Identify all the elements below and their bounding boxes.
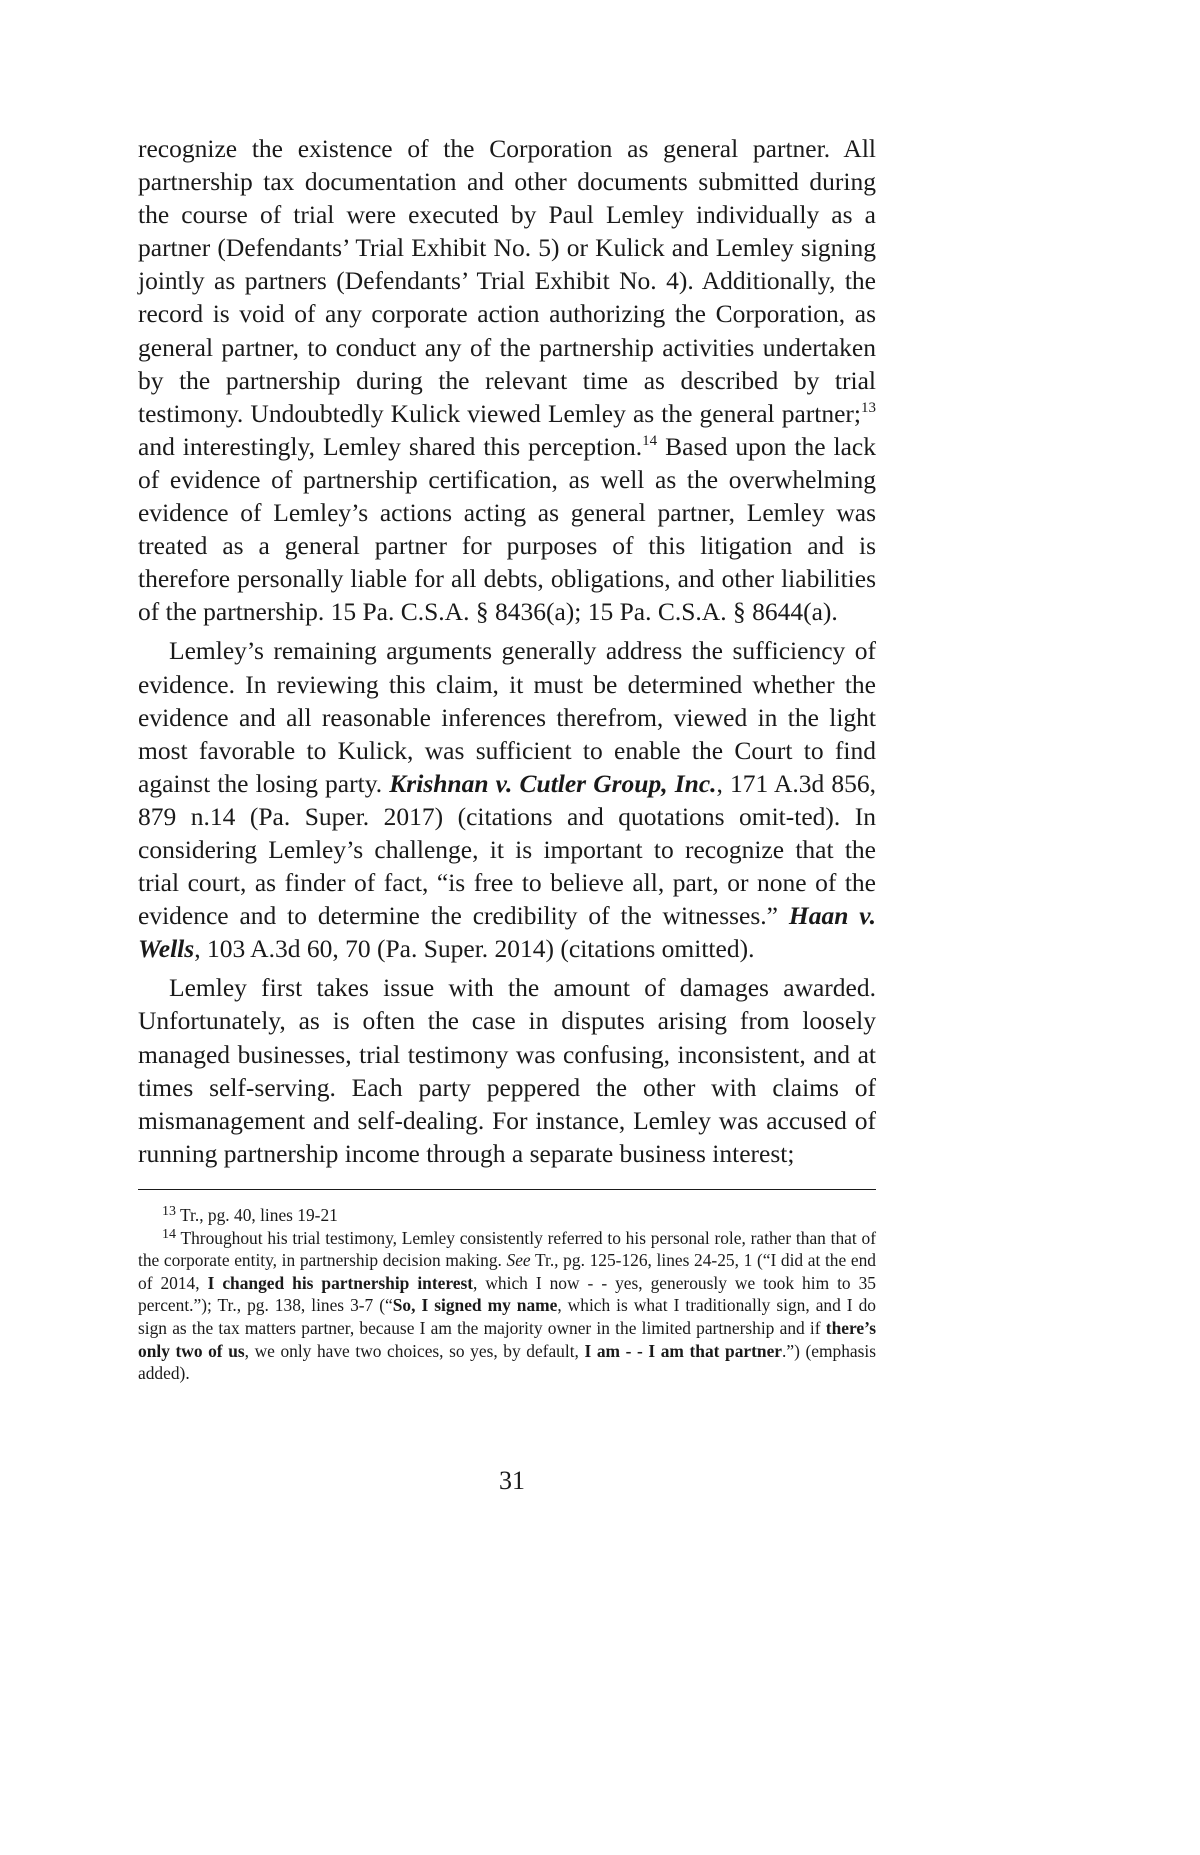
footnote-ref-13[interactable]: 13 [861, 399, 876, 416]
footnote-13: $^{13}$ Tr., pg. 40, lines 19-21 [162, 1204, 338, 1225]
body-text [138, 132, 876, 1170]
paragraph-1: recognize the existence of the Corporation as general partner. All partnership tax documentation and other documents submitted during the course of trial were executed by Paul Lemley individually as a partner (Defendants’ Trial Exhibit No. 5) or Kulick and Lemley signing jointly as partners (Defendants’ Trial Exhibit No. 4). Additionally, the record is void of any corporate action authorizing the Corporation, as general partner, to conduct any of the partnership activities undertaken by the partnership during the relevant time as described by trial testimony. Undoubtedly Kulick viewed Lemley as the general partner;$^{13}$ and interestingly, Lemley shared this perception.$^{14}$ Based upon the lack of evidence of partnership certification, as well as the overwhelming evidence of Lemley’s actions acting as general partner, Lemley was treated as a general partner for purposes of this litigation and is therefore personally liable for all debts, obligations, and other liabilities of the partnership. 15 Pa. C.S.A. § 8436(a); 15 Pa. C.S.A. § 8644(a). [138, 134, 876, 627]
paragraph-3: Lemley first takes issue with the amount of damages awarded. Unfortunately, as is often the case in disputes arising from loosely managed businesses, trial testimony was confusing, inconsistent, and at times self-serving. Each party peppered the other with claims of mismanagement and self-dealing. For instance, Lemley was accused of running partnership income through a separate business interest; [138, 973, 876, 1168]
case-citation-haan: Haan v. Wells [138, 901, 876, 964]
footnote-14: $^{14}$ Throughout his trial testimony, Lemley consistently referred to his personal role, rather than that of the corporate entity, in partnership decision making. See Tr., pg. 125-126, lines 24-25, 1 (“I did at the end of 2014, I changed his partnership interest, which I now - - yes, generously we took him to 35 percent.”); Tr., pg. 138, lines 3-7 (“So, I signed my name, which is what I traditionally sign, and I do sign as the tax matters partner, because I am the majority owner in the limited partnership and if there’s only two of us, we only have two choices, so yes, by default, I am - - I am that partner.”) (emphasis added). [138, 1226, 876, 1384]
case-citation-krishnan: Krishnan v. Cutler Group, Inc. [389, 768, 717, 798]
footnote-number: 13 [162, 1204, 176, 1219]
paragraph-2: Lemley’s remaining arguments generally address the sufficiency of evidence. In reviewing this claim, it must be determined whether the evidence and all reasonable inferences therefrom, viewed in the light most favorable to Kulick, was sufficient to enable the Court to find against the losing party. Krishnan v. Cutler Group, Inc., 171 A.3d 856, 879 n.14 (Pa. Super. 2017) (citations and quotations omit-ted). In considering Lemley’s challenge, it is important to recognize that the trial court, as finder of fact, “is free to believe all, part, or none of the evidence and to determine the credibility of the witnesses.” Haan v. Wells, 103 A.3d 60, 70 (Pa. Super. 2014) (citations omitted). [138, 636, 877, 964]
document-page [138, 132, 876, 1170]
footnote-ref-14[interactable]: 14 [642, 432, 658, 449]
footnote-divider [138, 1189, 876, 1190]
footnote-number: 14 [162, 1226, 176, 1242]
page-number: 31 [499, 1466, 525, 1495]
footnotes [138, 1204, 876, 1385]
